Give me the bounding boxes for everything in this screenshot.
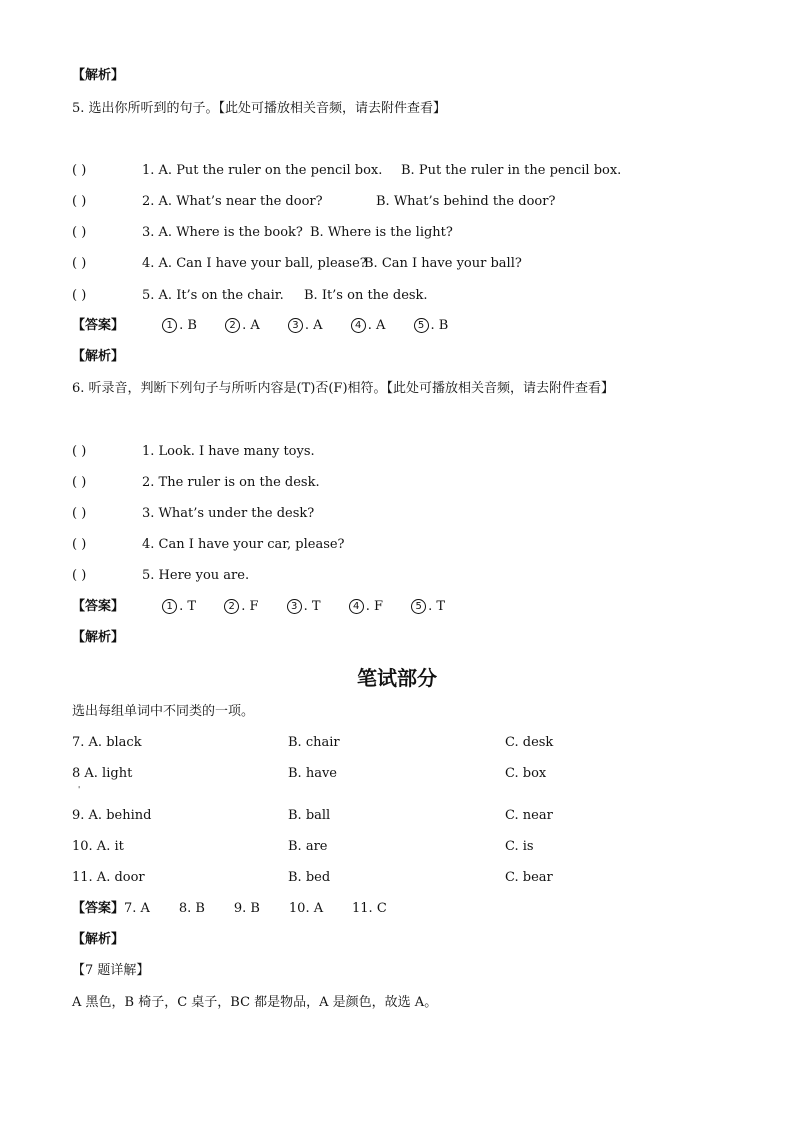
q5-item-4 (72, 256, 367, 272)
q5-item-2-option-b: B. What’s behind the door? (376, 194, 556, 209)
q6-analysis-label: 【解析】 (72, 630, 125, 645)
circled-number: 2 (224, 599, 239, 614)
option-a: 5. A. It’s on the chair. (142, 288, 284, 303)
written-instruction: 选出每组单词中不同类的一项。 (72, 704, 255, 719)
q5-item-3 (72, 225, 303, 241)
answer-item: 5 . B (414, 318, 449, 334)
answer-blank[interactable]: ( ) (72, 225, 87, 240)
q5-item-5-option-b: B. It’s on the desk. (304, 288, 428, 303)
word-row-11-a: 11. A. door (72, 870, 145, 885)
q5-prompt: 5. 选出你所听到的句子。【此处可播放相关音频，请去附件查看】 (72, 101, 447, 116)
q5-item-2 (72, 194, 323, 210)
answer-blank[interactable]: ( ) (72, 288, 87, 303)
option-a: 1. A. Put the ruler on the pencil box. (142, 163, 383, 178)
answer-item: 2 . F (224, 599, 258, 615)
q5-answer-row (72, 318, 472, 334)
stray-mark: ' (78, 785, 81, 794)
circled-number: 5 (411, 599, 426, 614)
word-row-11-b: B. bed (288, 870, 331, 885)
word-row-11-c: C. bear (505, 870, 553, 885)
word-row-10-a: 10. A. it (72, 839, 124, 854)
word-row-9-b: B. ball (288, 808, 331, 823)
q6-item-3: ( ) 3. What’s under the desk? (72, 506, 315, 521)
answer-blank[interactable]: ( ) (72, 163, 87, 178)
circled-number: 3 (287, 599, 302, 614)
word-row-8-b: B. have (288, 766, 337, 781)
answer-item: 1 . B (162, 318, 197, 334)
answer-blank[interactable]: ( ) (72, 537, 87, 552)
written-answer-row (72, 901, 387, 917)
q6-item-5: ( ) 5. Here you are. (72, 568, 250, 583)
answer-blank[interactable]: ( ) (72, 444, 87, 459)
word-row-9-a: 9. A. behind (72, 808, 152, 823)
detail-text: A 黑色，B 椅子，C 桌子，BC 都是物品，A 是颜色，故选 A。 (72, 995, 438, 1010)
answer-label: 【答案】 (72, 901, 125, 916)
q6-item-1: ( ) 1. Look. I have many toys. (72, 444, 315, 459)
answer-item: 2 . A (225, 318, 260, 334)
word-row-10-b: B. are (288, 839, 328, 854)
q5-analysis-label: 【解析】 (72, 349, 125, 364)
option-a: 4. A. Can I have your ball, please? (142, 256, 367, 271)
q6-answer-row (72, 599, 469, 615)
circled-number: 1 (162, 318, 177, 333)
circled-number: 1 (162, 599, 177, 614)
section-title: 笔试部分 (357, 666, 437, 690)
q5-item-1-option-b: B. Put the ruler in the pencil box. (401, 163, 622, 178)
answer-item: 1 . T (162, 599, 196, 615)
word-row-8-a: 8 A. light (72, 766, 133, 781)
word-row-10-c: C. is (505, 839, 534, 854)
q6-item-4: ( ) 4. Can I have your car, please? (72, 537, 345, 552)
answers-text: 7. A 8. B 9. B 10. A 11. C (124, 901, 387, 916)
circled-number: 4 (349, 599, 364, 614)
q5-item-3-option-b: B. Where is the light? (310, 225, 453, 240)
q6-prompt: 6. 听录音，判断下列句子与所听内容是(T)否(F)相符。【此处可播放相关音频，请去附件查看】 (72, 381, 615, 396)
word-row-7-b: B. chair (288, 735, 340, 750)
word-row-7-c: C. desk (505, 735, 554, 750)
option-a: 3. A. Where is the book? (142, 225, 303, 240)
circled-number: 2 (225, 318, 240, 333)
option-a: 2. A. What’s near the door? (142, 194, 323, 209)
answer-blank[interactable]: ( ) (72, 256, 87, 271)
answer-item: 3 . A (288, 318, 323, 334)
written-analysis-label: 【解析】 (72, 932, 125, 947)
answer-blank[interactable]: ( ) (72, 568, 87, 583)
word-row-9-c: C. near (505, 808, 553, 823)
word-row-8-c: C. box (505, 766, 547, 781)
answer-blank[interactable]: ( ) (72, 506, 87, 521)
answer-item: 4 . A (351, 318, 386, 334)
word-row-7-a: 7. A. black (72, 735, 142, 750)
answer-item: 3 . T (287, 599, 321, 615)
answer-item: 5 . T (411, 599, 445, 615)
analysis-label: 【解析】 (72, 68, 125, 83)
answer-label: 【答案】 (72, 318, 125, 333)
answer-label: 【答案】 (72, 599, 125, 614)
circled-number: 4 (351, 318, 366, 333)
answer-item: 4 . F (349, 599, 383, 615)
answer-blank[interactable]: ( ) (72, 475, 87, 490)
q5-item-5 (72, 288, 284, 304)
answer-blank[interactable]: ( ) (72, 194, 87, 209)
q6-item-2: ( ) 2. The ruler is on the desk. (72, 475, 320, 490)
circled-number: 5 (414, 318, 429, 333)
detail-label: 【7 题详解】 (72, 963, 150, 978)
q5-item-4-option-b: B. Can I have your ball? (364, 256, 522, 271)
q5-item-1 (72, 163, 382, 179)
circled-number: 3 (288, 318, 303, 333)
